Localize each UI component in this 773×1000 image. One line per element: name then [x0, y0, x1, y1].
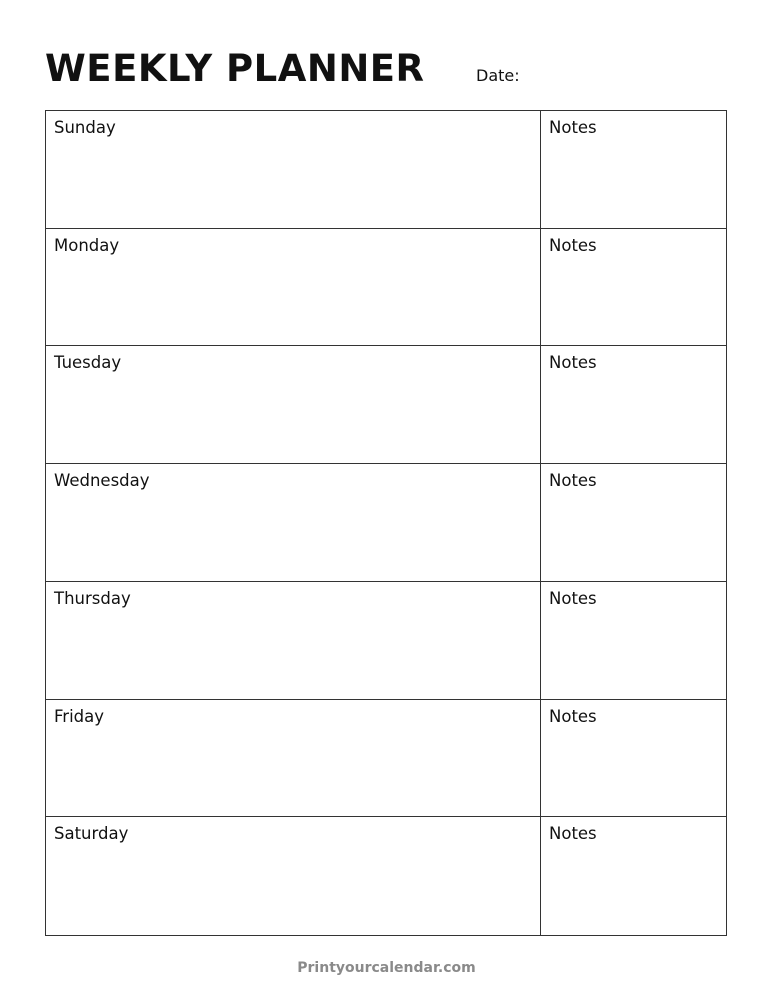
- notes-cell-tuesday[interactable]: Notes: [541, 346, 726, 464]
- day-cell-monday[interactable]: Monday: [46, 229, 541, 347]
- notes-cell-friday[interactable]: Notes: [541, 700, 726, 818]
- day-cell-friday[interactable]: Friday: [46, 700, 541, 818]
- day-cell-wednesday[interactable]: Wednesday: [46, 464, 541, 582]
- day-cell-thursday[interactable]: Thursday: [46, 582, 541, 700]
- day-cell-tuesday[interactable]: Tuesday: [46, 346, 541, 464]
- day-cell-sunday[interactable]: Sunday: [46, 111, 541, 229]
- notes-cell-saturday[interactable]: Notes: [549, 824, 597, 844]
- notes-cell-sunday[interactable]: Notes: [541, 111, 726, 229]
- page-title: WEEKLY PLANNER: [45, 47, 425, 90]
- planner-grid: [45, 110, 727, 936]
- notes-cell-thursday[interactable]: Notes: [541, 582, 726, 700]
- notes-cell-monday[interactable]: Notes: [541, 229, 726, 347]
- footer-site-credit: Printyourcalendar.com: [297, 960, 476, 976]
- notes-cell-wednesday[interactable]: Notes: [541, 464, 726, 582]
- day-cell-saturday[interactable]: Saturday: [46, 817, 541, 935]
- date-label: Date:: [476, 66, 520, 85]
